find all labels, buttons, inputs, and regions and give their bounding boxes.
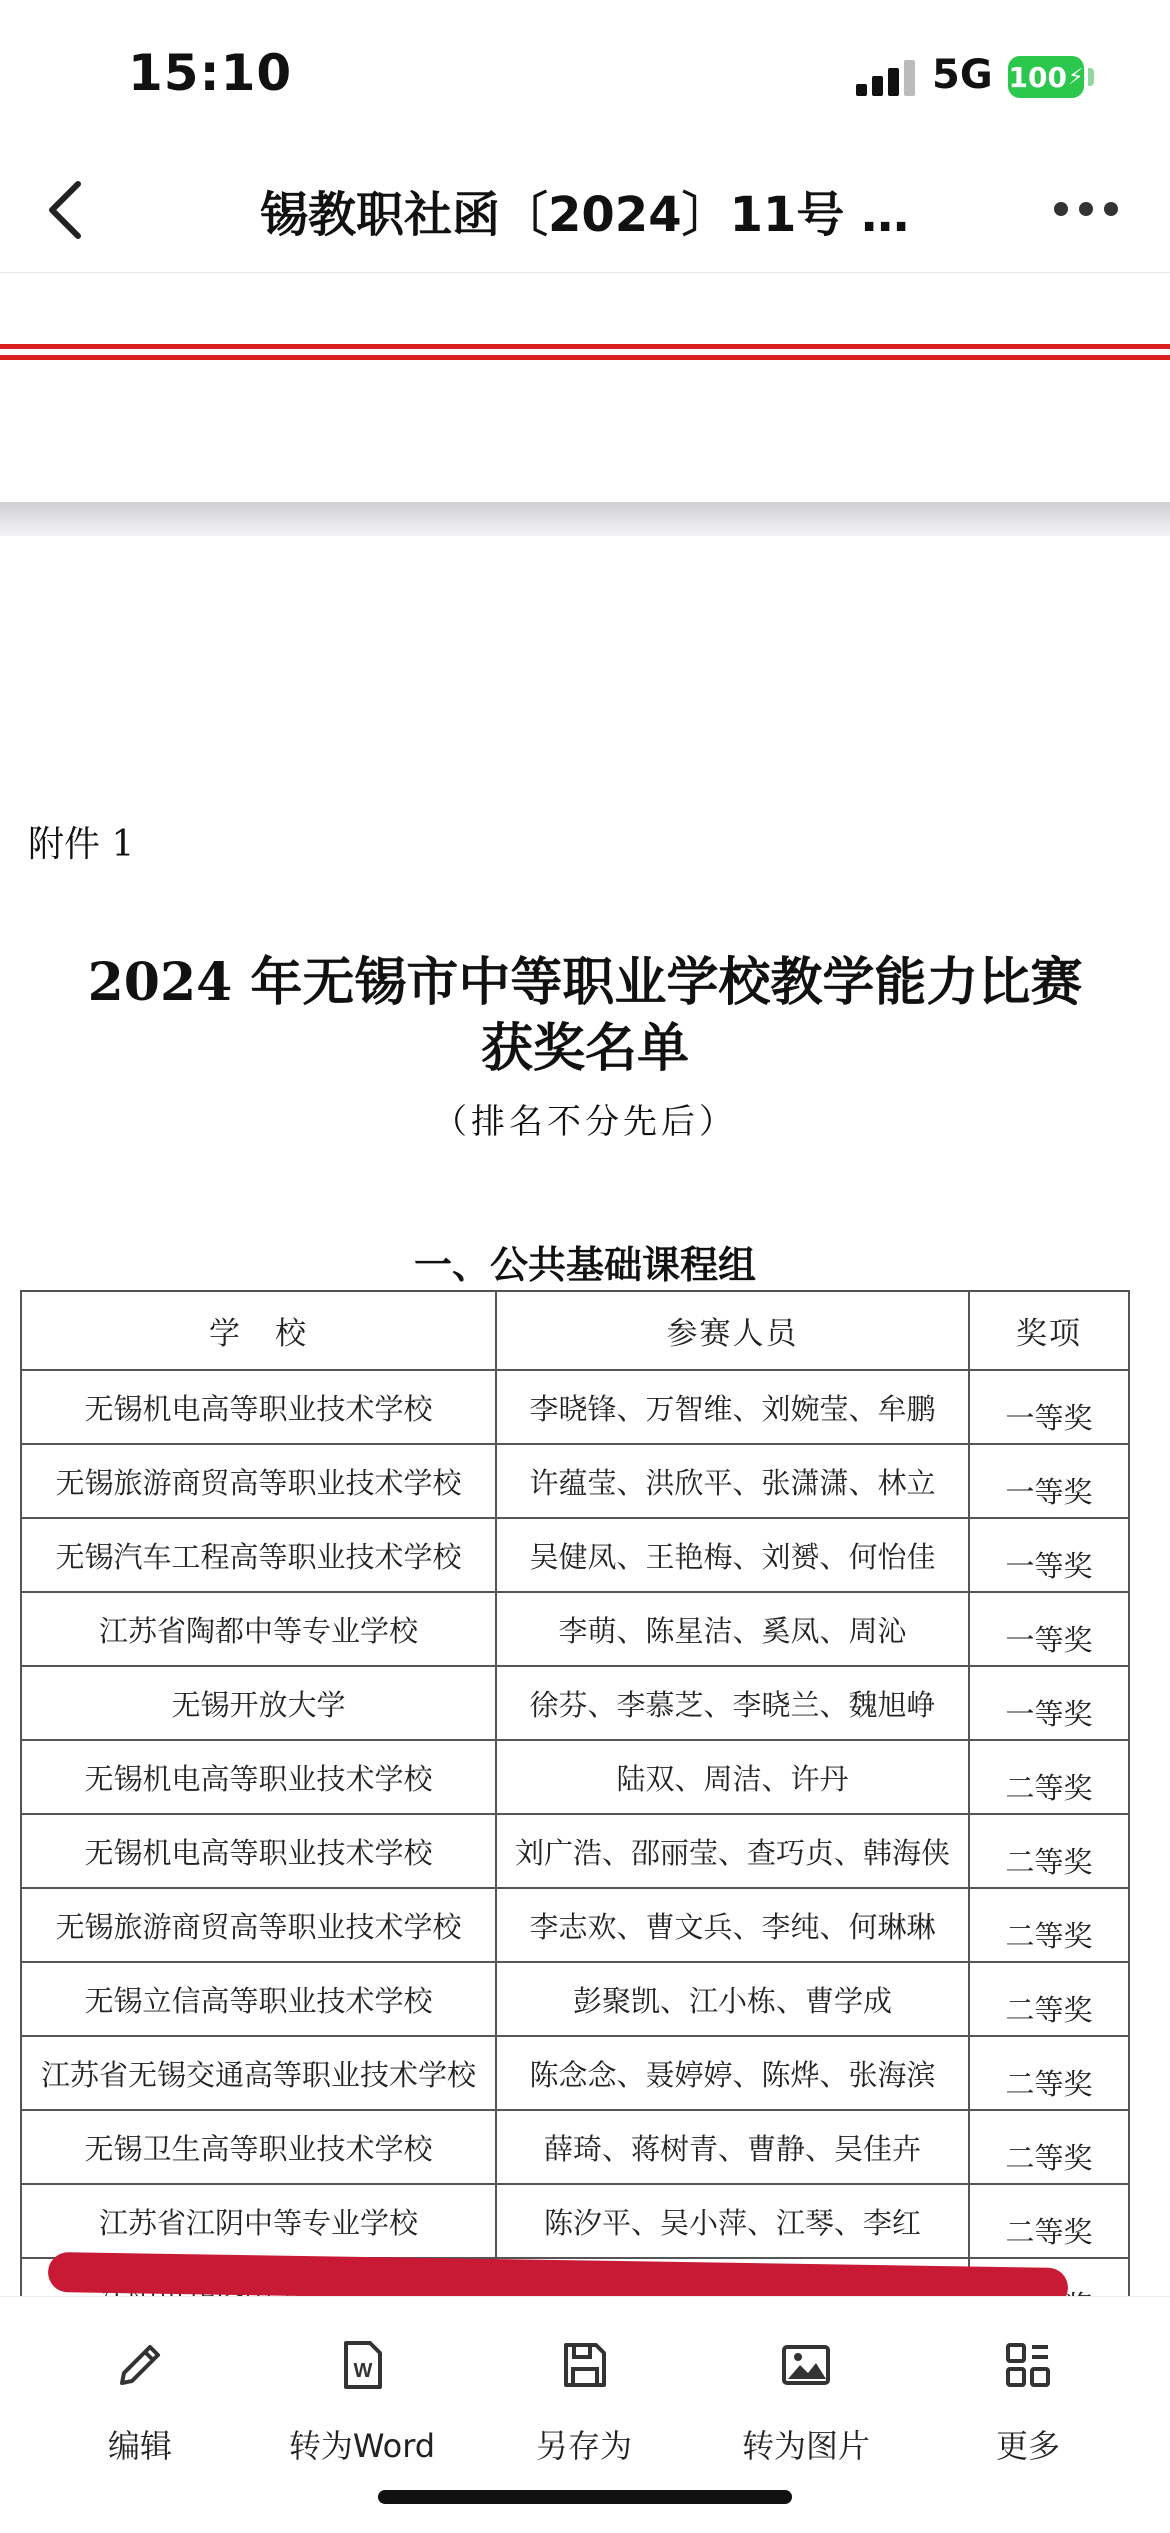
cell-award: 二等奖 [969, 2184, 1129, 2258]
status-bar [0, 0, 1170, 150]
convert-word-button[interactable] [262, 2337, 462, 2487]
cell-school: 无锡机电高等职业技术学校 [21, 1740, 496, 1814]
table-row [21, 1370, 1129, 1444]
network-type: 5G [932, 52, 993, 98]
convert-image-label: 转为图片 [741, 2427, 870, 2465]
table-row [21, 1740, 1129, 1814]
cell-participants: 薛琦、蒋树青、曹静、吴佳卉 [496, 2110, 969, 2184]
cell-school: 无锡卫生高等职业技术学校 [21, 2110, 496, 2184]
convert-image-button[interactable] [706, 2337, 906, 2487]
table-row [21, 2110, 1129, 2184]
cell-school: 江苏省江阴中等专业学校 [21, 2184, 496, 2258]
cell-school: 无锡机电高等职业技术学校 [21, 1814, 496, 1888]
more-button[interactable] [928, 2337, 1128, 2487]
table-row [21, 1888, 1129, 1962]
battery-icon: 100 ⚡ [1008, 56, 1084, 98]
table-body [21, 1370, 1129, 2332]
awards-table [20, 1290, 1130, 2333]
cell-school: 无锡旅游商贸高等职业技术学校 [21, 1888, 496, 1962]
table-row [21, 2184, 1129, 2258]
page-title: 锡教职社函〔2024〕11号 … [260, 187, 910, 243]
cell-participants: 刘广浩、邵丽莹、查巧贞、韩海侠 [496, 1814, 969, 1888]
table-row [21, 1814, 1129, 1888]
cell-participants: 陈念念、聂婷婷、陈烨、张海滨 [496, 2036, 969, 2110]
cell-award: 一等奖 [969, 1518, 1129, 1592]
back-icon[interactable] [38, 172, 98, 248]
cell-award: 二等奖 [969, 2110, 1129, 2184]
document-title-line2: 获奖名单 [480, 1018, 689, 1079]
cell-participants: 许蕴莹、洪欣平、张潇潇、林立 [496, 1444, 969, 1518]
cell-school: 无锡开放大学 [21, 1666, 496, 1740]
svg-text:W: W [353, 2360, 373, 2382]
document-title-line1: 2024 年无锡市中等职业学校教学能力比赛 [87, 952, 1083, 1013]
edit-button[interactable] [40, 2337, 240, 2487]
cell-award: 一等奖 [969, 1444, 1129, 1518]
document-page[interactable] [0, 536, 1170, 2296]
save-as-label: 另存为 [535, 2427, 632, 2465]
status-time: 15:10 [128, 44, 293, 102]
cell-participants: 彭聚凯、江小栋、曹学成 [496, 1962, 969, 2036]
header-award: 奖项 [969, 1291, 1129, 1370]
cell-award: 二等奖 [969, 1814, 1129, 1888]
cell-award: 一等奖 [969, 1370, 1129, 1444]
red-header-rule-2 [0, 355, 1170, 360]
header-participants: 参赛人员 [496, 1291, 969, 1370]
cell-participants: 李萌、陈星洁、奚凤、周沁 [496, 1592, 969, 1666]
cell-award: 二等奖 [969, 1740, 1129, 1814]
pencil-icon [112, 2337, 168, 2393]
image-icon [778, 2337, 834, 2393]
nav-divider [0, 272, 1170, 273]
table-row [21, 1444, 1129, 1518]
convert-word-label: 转为Word [288, 2427, 436, 2465]
signal-icon [856, 60, 916, 96]
cell-participants: 吴健凤、王艳梅、刘赟、何怡佳 [496, 1518, 969, 1592]
cell-participants: 徐芬、李慕芝、李晓兰、魏旭峥 [496, 1666, 969, 1740]
document-subtitle: （排名不分先后） [433, 1102, 737, 1142]
table-row [21, 1666, 1129, 1740]
more-options-icon[interactable] [1054, 194, 1118, 224]
grid-icon [1000, 2337, 1056, 2393]
attachment-label: 附件 1 [28, 824, 135, 865]
cell-award: 二等奖 [969, 1888, 1129, 1962]
cell-award: 二等奖 [969, 1962, 1129, 2036]
more-label: 更多 [995, 2427, 1060, 2465]
table-header-row [21, 1291, 1129, 1370]
cell-school: 江苏省无锡交通高等职业技术学校 [21, 2036, 496, 2110]
home-indicator[interactable] [378, 2490, 792, 2504]
edit-label: 编辑 [107, 2427, 172, 2465]
cell-school: 无锡机电高等职业技术学校 [21, 1370, 496, 1444]
cell-participants: 李志欢、曹文兵、李纯、何琳琳 [496, 1888, 969, 1962]
cell-award: 一等奖 [969, 1592, 1129, 1666]
cell-school: 无锡汽车工程高等职业技术学校 [21, 1518, 496, 1592]
nav-bar [0, 150, 1170, 270]
red-header-rule [0, 344, 1170, 349]
page-break [0, 502, 1170, 536]
save-as-button[interactable] [484, 2337, 684, 2487]
cell-school: 无锡立信高等职业技术学校 [21, 1962, 496, 2036]
battery-level: 100 [1008, 60, 1067, 94]
cell-school: 江苏省陶都中等专业学校 [21, 1592, 496, 1666]
table-row [21, 2036, 1129, 2110]
section-heading: 一、公共基础课程组 [413, 1243, 756, 1287]
table-row [21, 1962, 1129, 2036]
battery-cap [1088, 68, 1094, 86]
cell-award: 一等奖 [969, 1666, 1129, 1740]
cell-award: 二等奖 [969, 2036, 1129, 2110]
save-icon [556, 2337, 612, 2393]
header-school: 学 校 [21, 1291, 496, 1370]
word-icon [334, 2337, 390, 2393]
cell-school: 无锡旅游商贸高等职业技术学校 [21, 1444, 496, 1518]
cell-participants: 陆双、周洁、许丹 [496, 1740, 969, 1814]
table-row [21, 1518, 1129, 1592]
table-row [21, 1592, 1129, 1666]
cell-participants: 李晓锋、万智维、刘婉莹、牟鹏 [496, 1370, 969, 1444]
cell-participants: 陈汐平、吴小萍、江琴、李红 [496, 2184, 969, 2258]
